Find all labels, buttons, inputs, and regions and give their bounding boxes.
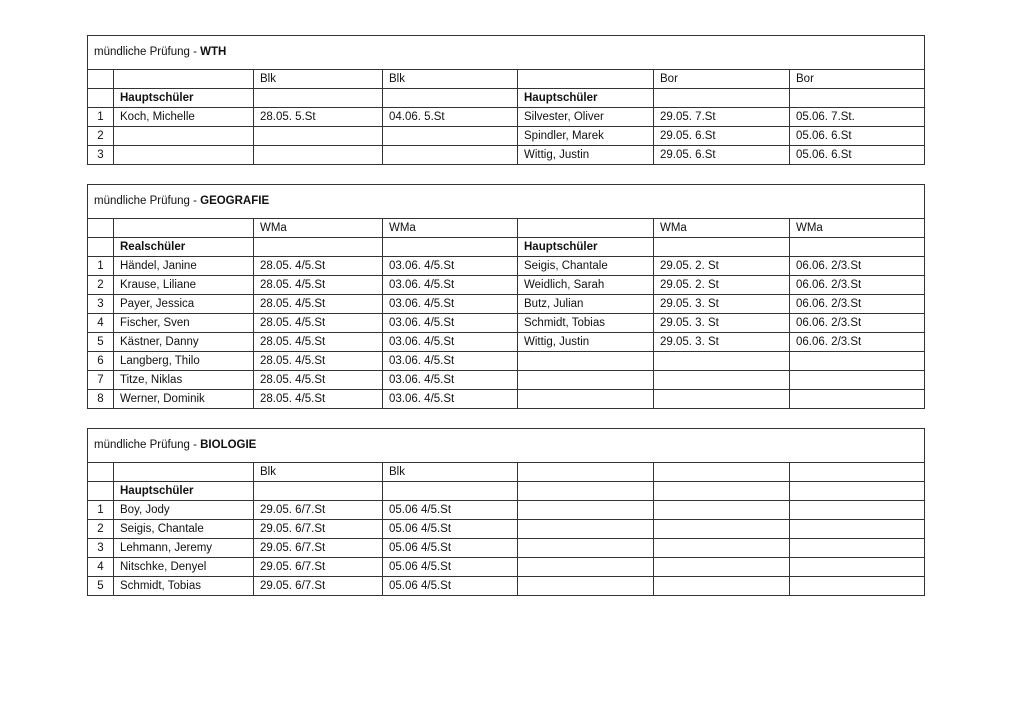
exam-slot: 29.05. 3. St xyxy=(654,333,790,352)
student-name xyxy=(518,577,654,596)
empty-cell xyxy=(88,89,114,108)
student-name: Wittig, Justin xyxy=(518,333,654,352)
empty-cell xyxy=(654,482,790,501)
row-number: 3 xyxy=(88,539,114,558)
student-name: Payer, Jessica xyxy=(114,295,254,314)
exam-slot xyxy=(383,127,518,146)
exam-slot xyxy=(790,539,925,558)
teacher-cell: Blk xyxy=(254,70,383,89)
table-title xyxy=(88,185,925,219)
group-row xyxy=(88,89,925,108)
row-number: 6 xyxy=(88,352,114,371)
empty-cell xyxy=(383,89,518,108)
student-name: Titze, Niklas xyxy=(114,371,254,390)
student-name: Nitschke, Denyel xyxy=(114,558,254,577)
teacher-cell xyxy=(518,463,654,482)
empty-cell xyxy=(88,482,114,501)
exam-slot: 03.06. 4/5.St xyxy=(383,276,518,295)
table-row xyxy=(88,539,925,558)
table-row xyxy=(88,577,925,596)
group-row xyxy=(88,482,925,501)
table-row xyxy=(88,558,925,577)
exam-slot xyxy=(790,371,925,390)
empty-cell xyxy=(254,482,383,501)
row-number: 3 xyxy=(88,146,114,165)
table-title xyxy=(88,429,925,463)
row-number: 1 xyxy=(88,257,114,276)
exam-table-wth xyxy=(87,35,925,165)
student-name: Fischer, Sven xyxy=(114,314,254,333)
exam-slot: 29.05. 6/7.St xyxy=(254,558,383,577)
table-row xyxy=(88,257,925,276)
teacher-cell: Bor xyxy=(654,70,790,89)
table-row xyxy=(88,127,925,146)
table-row xyxy=(88,314,925,333)
group-left-label: Hauptschüler xyxy=(114,482,254,501)
group-right-label: Hauptschüler xyxy=(518,238,654,257)
exam-slot: 05.06 4/5.St xyxy=(383,520,518,539)
title-prefix: mündliche Prüfung - xyxy=(94,46,201,58)
group-left-label: Hauptschüler xyxy=(114,89,254,108)
exam-slot: 06.06. 2/3.St xyxy=(790,276,925,295)
student-name: Butz, Julian xyxy=(518,295,654,314)
row-number: 1 xyxy=(88,501,114,520)
row-number: 2 xyxy=(88,520,114,539)
exam-slot: 06.06. 2/3.St xyxy=(790,333,925,352)
row-number: 2 xyxy=(88,276,114,295)
row-number: 8 xyxy=(88,390,114,409)
exam-slot: 29.05. 6.St xyxy=(654,127,790,146)
exam-slot: 06.06. 2/3.St xyxy=(790,314,925,333)
student-name: Kästner, Danny xyxy=(114,333,254,352)
student-name: Händel, Janine xyxy=(114,257,254,276)
exam-slot: 05.06 4/5.St xyxy=(383,558,518,577)
exam-slot: 29.05. 3. St xyxy=(654,295,790,314)
empty-cell xyxy=(254,89,383,108)
table-row xyxy=(88,295,925,314)
student-name xyxy=(518,520,654,539)
teacher-row xyxy=(88,219,925,238)
empty-cell xyxy=(654,238,790,257)
group-right-label xyxy=(518,482,654,501)
exam-slot: 06.06. 2/3.St xyxy=(790,295,925,314)
student-name: Schmidt, Tobias xyxy=(114,577,254,596)
exam-slot xyxy=(790,352,925,371)
exam-slot: 05.06. 7.St. xyxy=(790,108,925,127)
group-left-label: Realschüler xyxy=(114,238,254,257)
student-name xyxy=(518,558,654,577)
exam-slot xyxy=(654,352,790,371)
empty-cell xyxy=(790,238,925,257)
student-name: Wittig, Justin xyxy=(518,146,654,165)
table-row xyxy=(88,333,925,352)
exam-slot: 03.06. 4/5.St xyxy=(383,371,518,390)
exam-slot xyxy=(654,371,790,390)
teacher-cell xyxy=(114,463,254,482)
student-name xyxy=(518,371,654,390)
exam-slot: 28.05. 5.St xyxy=(254,108,383,127)
student-name xyxy=(518,390,654,409)
exam-slot: 05.06. 6.St xyxy=(790,146,925,165)
exam-slot xyxy=(383,146,518,165)
row-number: 2 xyxy=(88,127,114,146)
student-name: Werner, Dominik xyxy=(114,390,254,409)
teacher-cell: Blk xyxy=(254,463,383,482)
title-subject: BIOLOGIE xyxy=(200,439,257,451)
exam-slot xyxy=(654,539,790,558)
exam-slot xyxy=(790,520,925,539)
student-name: Krause, Liliane xyxy=(114,276,254,295)
exam-slot: 29.05. 3. St xyxy=(654,314,790,333)
exam-slot: 29.05. 6/7.St xyxy=(254,520,383,539)
group-row xyxy=(88,238,925,257)
row-number: 1 xyxy=(88,108,114,127)
teacher-cell: Blk xyxy=(383,463,518,482)
exam-slot: 03.06. 4/5.St xyxy=(383,295,518,314)
title-prefix: mündliche Prüfung - xyxy=(94,439,201,451)
exam-slot: 28.05. 4/5.St xyxy=(254,390,383,409)
title-prefix: mündliche Prüfung - xyxy=(94,195,201,207)
exam-slot: 28.05. 4/5.St xyxy=(254,352,383,371)
exam-table-biologie xyxy=(87,428,925,596)
exam-slot: 05.06 4/5.St xyxy=(383,539,518,558)
student-name xyxy=(518,539,654,558)
teacher-cell: WMa xyxy=(790,219,925,238)
exam-slot xyxy=(790,577,925,596)
exam-slot: 28.05. 4/5.St xyxy=(254,371,383,390)
exam-slot: 06.06. 2/3.St xyxy=(790,257,925,276)
student-name: Schmidt, Tobias xyxy=(518,314,654,333)
student-name xyxy=(518,501,654,520)
teacher-cell xyxy=(88,463,114,482)
exam-slot xyxy=(654,577,790,596)
exam-slot xyxy=(254,127,383,146)
exam-slot: 29.05. 7.St xyxy=(654,108,790,127)
table-title xyxy=(88,36,925,70)
exam-slot: 28.05. 4/5.St xyxy=(254,314,383,333)
exam-slot: 05.06. 6.St xyxy=(790,127,925,146)
teacher-cell: WMa xyxy=(654,219,790,238)
exam-slot: 29.05. 6/7.St xyxy=(254,501,383,520)
student-name: Koch, Michelle xyxy=(114,108,254,127)
teacher-cell xyxy=(114,70,254,89)
student-name xyxy=(518,352,654,371)
exam-slot xyxy=(790,558,925,577)
exam-slot: 28.05. 4/5.St xyxy=(254,333,383,352)
exam-slot: 28.05. 4/5.St xyxy=(254,257,383,276)
teacher-cell xyxy=(654,463,790,482)
teacher-row xyxy=(88,70,925,89)
student-name: Silvester, Oliver xyxy=(518,108,654,127)
teacher-cell xyxy=(518,219,654,238)
row-number: 3 xyxy=(88,295,114,314)
row-number: 5 xyxy=(88,333,114,352)
table-title-row xyxy=(88,429,925,463)
table-row xyxy=(88,276,925,295)
table-row xyxy=(88,371,925,390)
exam-slot: 28.05. 4/5.St xyxy=(254,276,383,295)
teacher-cell xyxy=(114,219,254,238)
group-right-label: Hauptschüler xyxy=(518,89,654,108)
empty-cell xyxy=(383,482,518,501)
table-title-row xyxy=(88,36,925,70)
teacher-row xyxy=(88,463,925,482)
exam-slot xyxy=(790,390,925,409)
teacher-cell xyxy=(88,219,114,238)
row-number: 4 xyxy=(88,558,114,577)
teacher-cell xyxy=(790,463,925,482)
student-name: Seigis, Chantale xyxy=(518,257,654,276)
exam-slot: 29.05. 6.St xyxy=(654,146,790,165)
exam-slot: 04.06. 5.St xyxy=(383,108,518,127)
student-name xyxy=(114,146,254,165)
teacher-cell xyxy=(88,70,114,89)
exam-slot xyxy=(654,501,790,520)
table-row xyxy=(88,390,925,409)
teacher-cell: WMa xyxy=(383,219,518,238)
title-subject: WTH xyxy=(200,46,227,58)
exam-slot: 03.06. 4/5.St xyxy=(383,352,518,371)
teacher-cell xyxy=(518,70,654,89)
teacher-cell: Blk xyxy=(383,70,518,89)
teacher-cell: WMa xyxy=(254,219,383,238)
exam-slot xyxy=(254,146,383,165)
student-name xyxy=(114,127,254,146)
exam-slot: 05.06 4/5.St xyxy=(383,577,518,596)
exam-slot xyxy=(654,390,790,409)
student-name: Spindler, Marek xyxy=(518,127,654,146)
empty-cell xyxy=(790,89,925,108)
student-name: Lehmann, Jeremy xyxy=(114,539,254,558)
exam-slot: 28.05. 4/5.St xyxy=(254,295,383,314)
student-name: Boy, Jody xyxy=(114,501,254,520)
exam-slot: 03.06. 4/5.St xyxy=(383,333,518,352)
student-name: Weidlich, Sarah xyxy=(518,276,654,295)
student-name: Seigis, Chantale xyxy=(114,520,254,539)
table-row xyxy=(88,501,925,520)
exam-slot xyxy=(654,520,790,539)
exam-slot xyxy=(790,501,925,520)
empty-cell xyxy=(88,238,114,257)
teacher-cell: Bor xyxy=(790,70,925,89)
exam-slot: 29.05. 6/7.St xyxy=(254,539,383,558)
exam-slot: 05.06 4/5.St xyxy=(383,501,518,520)
table-row xyxy=(88,108,925,127)
exam-slot: 03.06. 4/5.St xyxy=(383,257,518,276)
exam-slot: 03.06. 4/5.St xyxy=(383,390,518,409)
table-row xyxy=(88,352,925,371)
row-number: 5 xyxy=(88,577,114,596)
table-title-row xyxy=(88,185,925,219)
row-number: 7 xyxy=(88,371,114,390)
empty-cell xyxy=(654,89,790,108)
empty-cell xyxy=(790,482,925,501)
table-row xyxy=(88,146,925,165)
student-name: Langberg, Thilo xyxy=(114,352,254,371)
table-row xyxy=(88,520,925,539)
exam-slot: 03.06. 4/5.St xyxy=(383,314,518,333)
title-subject: GEOGRAFIE xyxy=(200,195,270,207)
empty-cell xyxy=(383,238,518,257)
exam-slot: 29.05. 2. St xyxy=(654,257,790,276)
exam-table-geografie xyxy=(87,184,925,409)
empty-cell xyxy=(254,238,383,257)
exam-slot xyxy=(654,558,790,577)
row-number: 4 xyxy=(88,314,114,333)
exam-slot: 29.05. 6/7.St xyxy=(254,577,383,596)
exam-slot: 29.05. 2. St xyxy=(654,276,790,295)
